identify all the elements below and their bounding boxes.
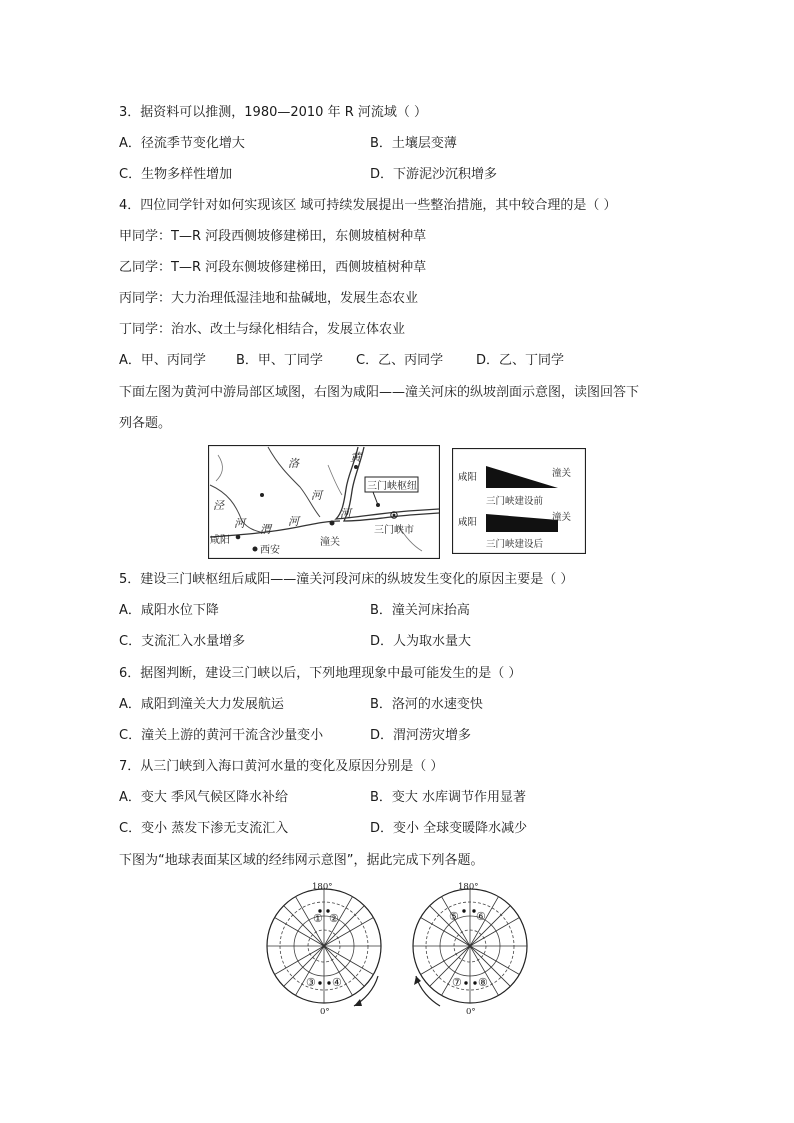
q4-option-b: B．甲、丁同学 <box>236 353 323 368</box>
map-label-he4: 河 <box>340 507 351 520</box>
point-5: ⑤ <box>449 910 459 923</box>
map-label-sanmenxia-city: 三门峡市 <box>374 525 414 536</box>
point-2: ② <box>329 912 339 925</box>
intro1-line1: 下面左图为黄河中游局部区域图，右图为咸阳——潼关河床的纵坡剖面示意图，读图回答下 <box>119 385 640 400</box>
q7-option-b: B．变大 水库调节作用显著 <box>370 790 527 805</box>
right-top-label: 180° <box>458 882 479 892</box>
right-bottom-label: 0° <box>466 1007 476 1017</box>
q6-option-d: D．渭河涝灾增多 <box>370 728 472 743</box>
yellow-river-map <box>208 445 440 559</box>
q3-option-b: B．土壤层变薄 <box>370 136 457 151</box>
q3-option-c: C．生物多样性增加 <box>119 167 233 182</box>
map-label-he3: 河 <box>288 515 299 528</box>
point-7: ⑦ <box>452 976 462 989</box>
map-label-wei: 渭 <box>260 523 271 536</box>
map-label-he1: 河 <box>311 489 322 502</box>
intro1-line2: 列各题。 <box>119 416 172 431</box>
map-label-sanmenxia-hub: 三门峡枢纽 <box>367 481 417 492</box>
q7-option-a: A．变大 季风气候区降水补给 <box>119 790 289 805</box>
q3-stem: 3．据资料可以推测，1980—2010 年 R 河流域（ ） <box>119 105 428 120</box>
map-label-tongguan: 潼关 <box>320 537 340 548</box>
q5-option-c: C．支流汇入水量增多 <box>119 634 246 649</box>
profile-caption-after: 三门峡建设后 <box>486 539 544 550</box>
q4-option-d: D．乙、丁同学 <box>476 353 565 368</box>
left-top-label: 180° <box>312 882 333 892</box>
map-label-huang: 黄 <box>350 451 361 464</box>
point-3: ③ <box>306 976 316 989</box>
q3-option-a: A．径流季节变化增大 <box>119 136 245 151</box>
point-4: ④ <box>332 976 342 989</box>
profile-caption-before: 三门峡建设前 <box>486 496 544 507</box>
profile-xianyang-before: 咸阳 <box>458 472 478 483</box>
q5-option-d: D．人为取水量大 <box>370 634 472 649</box>
profile-tongguan-before: 潼关 <box>552 468 572 479</box>
polar-grid-right <box>408 880 538 1020</box>
q4-student-bing: 丙同学：大力治理低湿洼地和盐碱地，发展生态农业 <box>119 291 419 306</box>
q4-student-ding: 丁同学：治水、改土与绿化相结合，发展立体农业 <box>119 322 406 337</box>
q6-option-b: B．洛河的水速变快 <box>370 697 483 712</box>
riverbed-profile-diagram <box>452 448 586 554</box>
q6-option-a: A．咸阳到潼关大力发展航运 <box>119 697 284 712</box>
q7-stem: 7．从三门峡到入海口黄河水量的变化及原因分别是（ ） <box>119 759 444 774</box>
polar-grid-left <box>262 880 392 1020</box>
q7-option-d: D．变小 全球变暖降水减少 <box>370 821 528 836</box>
map-label-luo: 洛 <box>288 457 299 470</box>
q6-stem: 6．据图判断，建设三门峡以后，下列地理现象中最可能发生的是（ ） <box>119 666 522 681</box>
q4-option-a: A．甲、丙同学 <box>119 353 206 368</box>
q4-student-jia: 甲同学：T—R 河段西侧坡修建梯田，东侧坡植树种草 <box>119 229 427 244</box>
q5-option-a: A．咸阳水位下降 <box>119 603 219 618</box>
intro2: 下图为“地球表面某区域的经纬网示意图”，据此完成下列各题。 <box>119 853 484 868</box>
q5-stem: 5．建设三门峡枢纽后咸阳——潼关河段河床的纵坡发生变化的原因主要是（ ） <box>119 572 574 587</box>
left-bottom-label: 0° <box>320 1007 330 1017</box>
point-8: ⑧ <box>478 976 488 989</box>
q4-stem: 4．四位同学针对如何实现该区 域可持续发展提出一些整治措施，其中较合理的是（ ） <box>119 198 617 213</box>
q6-option-c: C．潼关上游的黄河干流含沙量变小 <box>119 728 324 743</box>
map-label-xian: 西安 <box>260 545 280 556</box>
map-label-jing: 泾 <box>213 499 224 512</box>
q4-student-yi: 乙同学：T—R 河段东侧坡修建梯田，西侧坡植树种草 <box>119 260 427 275</box>
point-6: ⑥ <box>476 910 486 923</box>
profile-xianyang-after: 咸阳 <box>458 517 478 528</box>
q3-option-d: D．下游泥沙沉积增多 <box>370 167 498 182</box>
q5-option-b: B．潼关河床抬高 <box>370 603 470 618</box>
map-label-xianyang: 咸阳 <box>210 535 230 546</box>
q4-option-c: C．乙、丙同学 <box>356 353 444 368</box>
map-label-he2: 河 <box>234 517 245 530</box>
point-1: ① <box>313 912 323 925</box>
q7-option-c: C．变小 蒸发下渗无支流汇入 <box>119 821 289 836</box>
profile-tongguan-after: 潼关 <box>552 512 572 523</box>
